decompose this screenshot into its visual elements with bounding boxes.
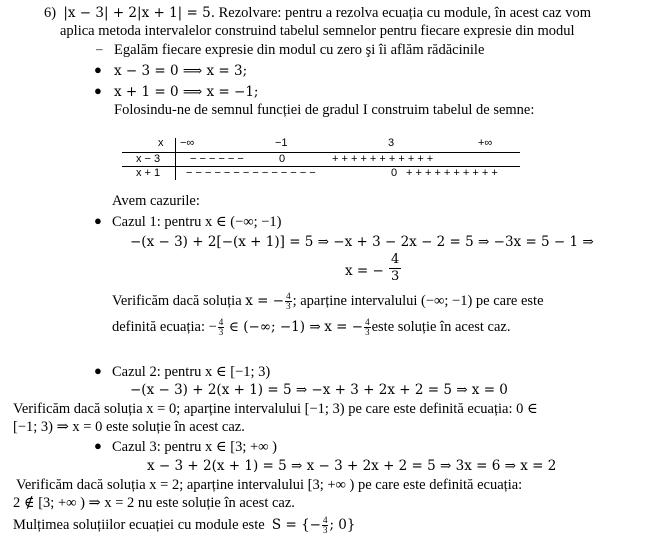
intro-text-1: Rezolvare: pentru a rezolva ecuația cu module, în acest caz vom	[218, 5, 592, 21]
root-1: x − 3 = 0 ⟹ x = 3;	[114, 63, 248, 79]
fraction-denominator: 3	[391, 269, 400, 284]
small-fraction: $\frac{4}{3}$	[365, 317, 370, 338]
definition-x: x = −	[324, 319, 364, 335]
problem-number: 6)	[44, 5, 57, 21]
case1-result-lhs: x = −	[345, 263, 384, 279]
row2-minus: − − − − − − − − − − − − − −	[186, 167, 316, 179]
table-header-minus-inf: −∞	[180, 137, 195, 149]
case3-calc: x − 3 + 2(x + 1) = 5 ⇒ x − 3 + 2x + 2 = 5 ⇒ 3x = 6 ⇒ x = 2	[147, 458, 557, 474]
case1-verify	[112, 292, 544, 311]
solution-set-close: ; 0}	[329, 517, 356, 533]
verify-interval: ; aparține intervalului (−∞; −1) pe care este	[292, 293, 544, 309]
problem-line-1	[44, 4, 591, 22]
table-header-3: 3	[388, 137, 395, 149]
small-fraction: $\frac{4}{3}$	[286, 291, 291, 312]
fraction-numerator: 4	[391, 252, 400, 267]
definition-text: definită ecuația: −	[112, 319, 217, 335]
case2-calc: −(x − 3) + 2(x + 1) = 5 ⇒ −x + 3 + 2x + 2 = 5 ⇒ x = 0	[130, 382, 508, 398]
bullet-dot: ●	[94, 363, 102, 378]
table-line	[122, 152, 520, 153]
row1-zero: 0	[279, 153, 286, 165]
case3-verify-2: 2 ∉ [3; +∞ ) ⇒ x = 2 nu este soluție în acest caz.	[13, 495, 295, 511]
table-divider	[175, 138, 176, 180]
conclusion-text: Mulțimea soluțiilor ecuației cu module este	[13, 517, 265, 533]
solution-set-open: S = {−	[271, 517, 321, 533]
bullet-dot: ●	[94, 438, 102, 453]
step-text: Egalăm fiecare expresie din modul cu zero şi îi aflăm rădăcinile	[114, 42, 485, 58]
row1-plus: + + + + + + + + + + +	[332, 153, 434, 165]
row2-zero: 0	[391, 167, 398, 179]
cases-intro: Avem cazurile:	[112, 193, 200, 209]
case1-definition	[112, 318, 511, 337]
definition-interval: ∈ (−∞; −1) ⇒	[228, 319, 321, 335]
table-header-plus-inf: +∞	[478, 137, 493, 149]
case1-title: Cazul 1: pentru x ∈ (−∞; −1)	[112, 214, 282, 230]
bullet-dot: ●	[94, 62, 102, 77]
small-fraction: $\frac{4}{3}$	[322, 515, 328, 536]
sign-table-intro: Folosindu-ne de semnul funcției de gradul I construim tabelul de semne:	[114, 102, 535, 118]
table-header-minus-1: −1	[275, 137, 288, 149]
problem-equation: |x − 3| + 2|x + 1| = 5.	[63, 5, 215, 21]
table-header-x: x	[158, 137, 164, 149]
conclusion-line	[13, 516, 356, 535]
root-2: x + 1 = 0 ⟹ x = −1;	[114, 84, 259, 100]
row2-label: x + 1	[136, 167, 161, 179]
case2-verify-1: Verificăm dacă soluția x = 0; aparține intervalului [−1; 3) pe care este definită ecuația: 0 ∈	[13, 401, 538, 417]
bullet-dot: ●	[94, 213, 102, 228]
definition-conclusion: este soluție în acest caz.	[371, 319, 511, 335]
case3-verify-1: Verificăm dacă soluția x = 2; aparține intervalului [3; +∞ ) pe care este definită ecuația:	[16, 477, 523, 493]
row2-plus: + + + + + + + + + +	[406, 167, 498, 179]
dash-bullet: –	[96, 41, 103, 56]
bullet-dot: ●	[94, 83, 102, 98]
row1-label: x − 3	[136, 153, 161, 165]
case2-title: Cazul 2: pentru x ∈ [−1; 3)	[112, 364, 271, 380]
intro-text-2: aplica metoda intervalelor construind tabelul semnelor pentru fiecare expresie din modul	[60, 23, 575, 39]
row1-minus: − − − − − −	[190, 153, 244, 165]
case1-calc: −(x − 3) + 2[−(x + 1)] = 5 ⇒ −x + 3 − 2x − 2 = 5 ⇒ −3x = 5 − 1 ⇒	[130, 234, 594, 250]
case1-result-fraction	[389, 252, 401, 285]
verify-text: Verificăm dacă soluția	[112, 293, 242, 309]
case2-verify-2: [−1; 3) ⇒ x = 0 este soluție în acest caz.	[13, 419, 245, 435]
verify-x: x = −	[245, 293, 285, 309]
case3-title: Cazul 3: pentru x ∈ [3; +∞ )	[112, 439, 277, 455]
small-fraction: $\frac{4}{3}$	[218, 317, 224, 338]
